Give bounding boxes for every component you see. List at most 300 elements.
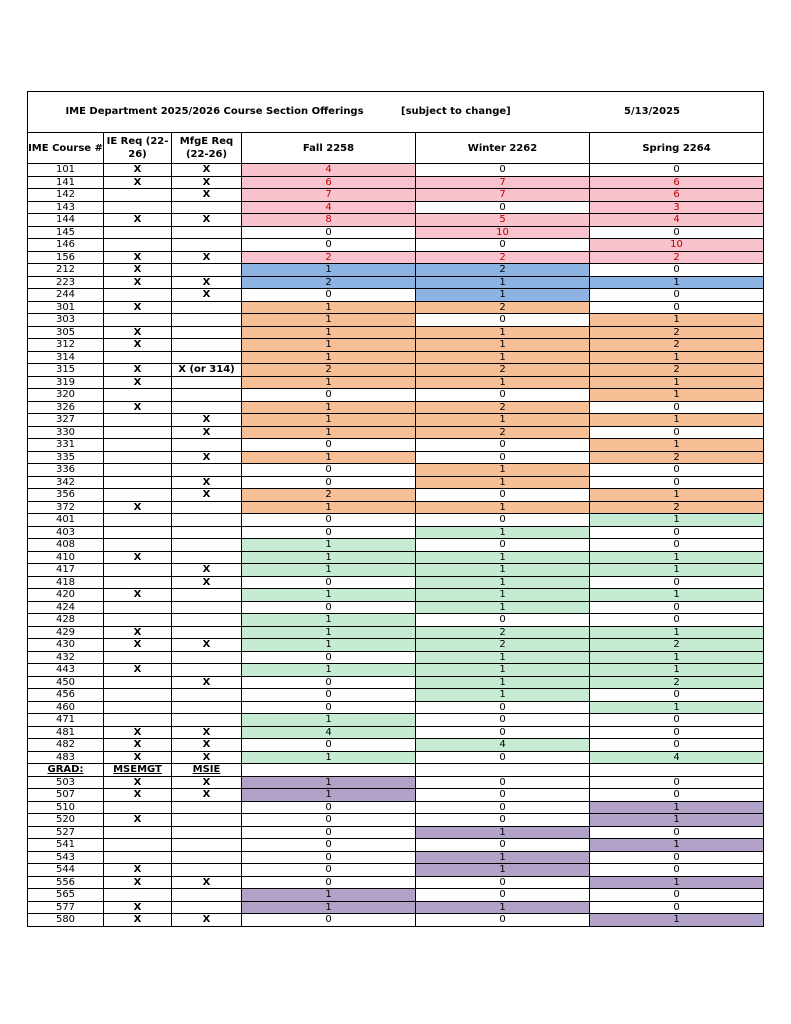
table-row: [28, 889, 764, 902]
winter-cell: 0: [416, 839, 590, 852]
winter-cell: 0: [416, 751, 590, 764]
column-header-ie-req: IE Req (22-26): [104, 133, 172, 164]
table-row: [28, 226, 764, 239]
spring-cell: 0: [590, 226, 764, 239]
ie-req-cell: X: [104, 901, 172, 914]
mfge-req-cell: [172, 701, 242, 714]
table-row: [28, 689, 764, 702]
course-cell: 424: [28, 601, 104, 614]
winter-cell: 0: [416, 726, 590, 739]
fall-cell: 1: [242, 751, 416, 764]
fall-cell: 2: [242, 251, 416, 264]
ie-req-cell: X: [104, 364, 172, 377]
course-cell: 305: [28, 326, 104, 339]
winter-cell: 10: [416, 226, 590, 239]
table-row: [28, 351, 764, 364]
course-cell: 450: [28, 676, 104, 689]
fall-cell: 2: [242, 489, 416, 502]
table-row: [28, 239, 764, 252]
spring-cell: 1: [590, 489, 764, 502]
course-cell: 146: [28, 239, 104, 252]
spring-cell: 6: [590, 189, 764, 202]
mfge-req-cell: [172, 439, 242, 452]
mfge-req-cell: [172, 601, 242, 614]
spring-cell: [590, 764, 764, 777]
table-row: [28, 664, 764, 677]
table-row: [28, 389, 764, 402]
mfge-req-cell: [172, 514, 242, 527]
ie-req-cell: [104, 839, 172, 852]
course-cell: 301: [28, 301, 104, 314]
winter-cell: 0: [416, 164, 590, 177]
course-cell: 101: [28, 164, 104, 177]
course-cell: 401: [28, 514, 104, 527]
winter-cell: 1: [416, 414, 590, 427]
ie-req-cell: X: [104, 326, 172, 339]
spring-cell: 1: [590, 389, 764, 402]
winter-cell: [416, 764, 590, 777]
fall-cell: 0: [242, 476, 416, 489]
spring-cell: 2: [590, 451, 764, 464]
course-cell: 507: [28, 789, 104, 802]
fall-cell: 1: [242, 351, 416, 364]
ie-req-cell: X: [104, 589, 172, 602]
winter-cell: 1: [416, 464, 590, 477]
winter-cell: 0: [416, 889, 590, 902]
ie-req-cell: [104, 851, 172, 864]
mfge-req-cell: X: [172, 451, 242, 464]
table-row: [28, 564, 764, 577]
fall-cell: 1: [242, 789, 416, 802]
winter-cell: 7: [416, 176, 590, 189]
table-row: [28, 476, 764, 489]
mfge-req-cell: X: [172, 189, 242, 202]
winter-cell: 1: [416, 276, 590, 289]
fall-cell: 0: [242, 839, 416, 852]
mfge-req-cell: MSIE: [172, 764, 242, 777]
ie-req-cell: [104, 539, 172, 552]
fall-cell: 1: [242, 539, 416, 552]
spring-cell: 1: [590, 514, 764, 527]
mfge-req-cell: [172, 889, 242, 902]
fall-cell: 1: [242, 301, 416, 314]
table-row: [28, 751, 764, 764]
table-row: [28, 364, 764, 377]
table-row: [28, 789, 764, 802]
title-row: [28, 92, 764, 133]
table-row: [28, 276, 764, 289]
spring-cell: 1: [590, 414, 764, 427]
table-row: [28, 314, 764, 327]
mfge-req-cell: X: [172, 414, 242, 427]
fall-cell: 1: [242, 414, 416, 427]
winter-cell: 1: [416, 601, 590, 614]
mfge-req-cell: [172, 314, 242, 327]
course-cell: 141: [28, 176, 104, 189]
table-row: [28, 176, 764, 189]
spring-cell: 0: [590, 601, 764, 614]
course-cell: 314: [28, 351, 104, 364]
ie-req-cell: [104, 189, 172, 202]
table-row: [28, 901, 764, 914]
ie-req-cell: [104, 564, 172, 577]
mfge-req-cell: [172, 351, 242, 364]
table-row: [28, 339, 764, 352]
winter-cell: 1: [416, 476, 590, 489]
course-cell: 565: [28, 889, 104, 902]
mfge-req-cell: [172, 389, 242, 402]
fall-cell: 1: [242, 889, 416, 902]
winter-cell: 1: [416, 551, 590, 564]
ie-req-cell: [104, 889, 172, 902]
course-cell: 482: [28, 739, 104, 752]
spring-cell: 0: [590, 851, 764, 864]
course-cell: 503: [28, 776, 104, 789]
mfge-req-cell: X: [172, 164, 242, 177]
course-cell: GRAD:: [28, 764, 104, 777]
spring-cell: 0: [590, 576, 764, 589]
ie-req-cell: X: [104, 789, 172, 802]
spring-cell: 0: [590, 464, 764, 477]
ie-req-cell: [104, 651, 172, 664]
spring-cell: 0: [590, 401, 764, 414]
winter-cell: 0: [416, 389, 590, 402]
fall-cell: 1: [242, 501, 416, 514]
header-row: [28, 133, 764, 164]
page-title: IME Department 2025/2026 Course Section Offerings: [65, 106, 364, 118]
spring-cell: 1: [590, 839, 764, 852]
course-cell: 510: [28, 801, 104, 814]
ie-req-cell: X: [104, 626, 172, 639]
mfge-req-cell: [172, 801, 242, 814]
ie-req-cell: X: [104, 639, 172, 652]
winter-cell: 0: [416, 914, 590, 927]
table-row: [28, 451, 764, 464]
column-header-course: IME Course #: [28, 133, 104, 164]
table-row: [28, 626, 764, 639]
spring-cell: 1: [590, 701, 764, 714]
table-row: [28, 301, 764, 314]
ie-req-cell: X: [104, 339, 172, 352]
mfge-req-cell: [172, 239, 242, 252]
fall-cell: 1: [242, 639, 416, 652]
course-cell: 580: [28, 914, 104, 927]
fall-cell: [242, 764, 416, 777]
table-row: [28, 201, 764, 214]
fall-cell: 6: [242, 176, 416, 189]
fall-cell: 0: [242, 464, 416, 477]
mfge-req-cell: [172, 339, 242, 352]
course-cell: 430: [28, 639, 104, 652]
table-row: [28, 289, 764, 302]
ie-req-cell: X: [104, 264, 172, 277]
fall-cell: 0: [242, 576, 416, 589]
winter-cell: 5: [416, 214, 590, 227]
mfge-req-cell: [172, 626, 242, 639]
winter-cell: 1: [416, 289, 590, 302]
spring-cell: 10: [590, 239, 764, 252]
table-row: [28, 601, 764, 614]
spring-cell: 2: [590, 251, 764, 264]
ie-req-cell: X: [104, 739, 172, 752]
fall-cell: 0: [242, 289, 416, 302]
table-row: [28, 376, 764, 389]
table-row: [28, 739, 764, 752]
fall-cell: 0: [242, 689, 416, 702]
winter-cell: 0: [416, 614, 590, 627]
ie-req-cell: [104, 514, 172, 527]
course-cell: 326: [28, 401, 104, 414]
course-cell: 319: [28, 376, 104, 389]
fall-cell: 1: [242, 314, 416, 327]
ie-req-cell: X: [104, 664, 172, 677]
course-cell: 577: [28, 901, 104, 914]
ie-req-cell: [104, 701, 172, 714]
spring-cell: 1: [590, 914, 764, 927]
mfge-req-cell: X: [172, 564, 242, 577]
course-cell: 471: [28, 714, 104, 727]
mfge-req-cell: X: [172, 251, 242, 264]
ie-req-cell: MSEMGT: [104, 764, 172, 777]
ie-req-cell: X: [104, 814, 172, 827]
winter-cell: 0: [416, 451, 590, 464]
table-row: [28, 439, 764, 452]
table-row: [28, 251, 764, 264]
spring-cell: 0: [590, 614, 764, 627]
mfge-req-cell: X: [172, 876, 242, 889]
spring-cell: 1: [590, 314, 764, 327]
course-cell: 432: [28, 651, 104, 664]
table-row: [28, 326, 764, 339]
mfge-req-cell: [172, 614, 242, 627]
course-cell: 527: [28, 826, 104, 839]
fall-cell: 1: [242, 401, 416, 414]
mfge-req-cell: [172, 651, 242, 664]
fall-cell: 4: [242, 164, 416, 177]
ie-req-cell: X: [104, 251, 172, 264]
winter-cell: 0: [416, 801, 590, 814]
fall-cell: 2: [242, 276, 416, 289]
mfge-req-cell: X: [172, 914, 242, 927]
table-row: [28, 614, 764, 627]
spring-cell: 0: [590, 714, 764, 727]
table-row: [28, 726, 764, 739]
ie-req-cell: X: [104, 501, 172, 514]
table-row: [28, 551, 764, 564]
course-cell: 327: [28, 414, 104, 427]
mfge-req-cell: X: [172, 789, 242, 802]
ie-req-cell: X: [104, 864, 172, 877]
spring-cell: 1: [590, 876, 764, 889]
course-cell: 320: [28, 389, 104, 402]
table-row: [28, 214, 764, 227]
table-row: [28, 864, 764, 877]
mfge-req-cell: [172, 526, 242, 539]
spring-cell: 0: [590, 901, 764, 914]
winter-cell: 0: [416, 776, 590, 789]
mfge-req-cell: [172, 839, 242, 852]
column-header-mfge-req: MfgE Req (22-26): [172, 133, 242, 164]
mfge-req-cell: [172, 301, 242, 314]
mfge-req-cell: [172, 464, 242, 477]
fall-cell: 0: [242, 701, 416, 714]
mfge-req-cell: X: [172, 739, 242, 752]
spring-cell: 1: [590, 814, 764, 827]
ie-req-cell: X: [104, 176, 172, 189]
winter-cell: 7: [416, 189, 590, 202]
ie-req-cell: [104, 226, 172, 239]
table-row: [28, 801, 764, 814]
spring-cell: 1: [590, 439, 764, 452]
ie-req-cell: [104, 239, 172, 252]
table-row: [28, 589, 764, 602]
table-row: [28, 651, 764, 664]
course-cell: 142: [28, 189, 104, 202]
winter-cell: 0: [416, 439, 590, 452]
fall-cell: 1: [242, 901, 416, 914]
ie-req-cell: [104, 601, 172, 614]
course-cell: 443: [28, 664, 104, 677]
winter-cell: 1: [416, 589, 590, 602]
table-row: [28, 839, 764, 852]
fall-cell: 0: [242, 601, 416, 614]
spring-cell: 0: [590, 476, 764, 489]
mfge-req-cell: [172, 201, 242, 214]
fall-cell: 0: [242, 239, 416, 252]
fall-cell: 1: [242, 776, 416, 789]
ie-req-cell: [104, 826, 172, 839]
mfge-req-cell: [172, 551, 242, 564]
spring-cell: 1: [590, 276, 764, 289]
ie-req-cell: [104, 489, 172, 502]
fall-cell: 0: [242, 389, 416, 402]
spring-cell: 0: [590, 889, 764, 902]
fall-cell: 0: [242, 739, 416, 752]
ie-req-cell: [104, 451, 172, 464]
fall-cell: 1: [242, 664, 416, 677]
ie-req-cell: X: [104, 276, 172, 289]
spring-cell: 0: [590, 301, 764, 314]
table-row: [28, 526, 764, 539]
ie-req-cell: [104, 389, 172, 402]
table-row: [28, 776, 764, 789]
mfge-req-cell: [172, 851, 242, 864]
winter-cell: 0: [416, 701, 590, 714]
course-cell: 372: [28, 501, 104, 514]
spring-cell: 4: [590, 214, 764, 227]
spring-cell: 1: [590, 626, 764, 639]
winter-cell: 2: [416, 401, 590, 414]
spring-cell: 0: [590, 289, 764, 302]
fall-cell: 0: [242, 651, 416, 664]
ie-req-cell: X: [104, 164, 172, 177]
winter-cell: 0: [416, 201, 590, 214]
spring-cell: 1: [590, 376, 764, 389]
fall-cell: 0: [242, 864, 416, 877]
winter-cell: 0: [416, 489, 590, 502]
course-cell: 410: [28, 551, 104, 564]
spring-cell: 0: [590, 264, 764, 277]
winter-cell: 2: [416, 626, 590, 639]
spring-cell: 0: [590, 539, 764, 552]
ie-req-cell: [104, 414, 172, 427]
course-cell: 417: [28, 564, 104, 577]
fall-cell: 0: [242, 876, 416, 889]
mfge-req-cell: X: [172, 476, 242, 489]
spring-cell: 2: [590, 501, 764, 514]
winter-cell: 1: [416, 826, 590, 839]
course-cell: 460: [28, 701, 104, 714]
column-header-fall: Fall 2258: [242, 133, 416, 164]
course-cell: 408: [28, 539, 104, 552]
course-offerings-table: [27, 91, 764, 927]
course-cell: 212: [28, 264, 104, 277]
ie-req-cell: [104, 351, 172, 364]
ie-req-cell: [104, 714, 172, 727]
winter-cell: 2: [416, 264, 590, 277]
fall-cell: 7: [242, 189, 416, 202]
table-row: [28, 464, 764, 477]
spring-cell: 2: [590, 364, 764, 377]
fall-cell: 0: [242, 226, 416, 239]
mfge-req-cell: [172, 539, 242, 552]
course-cell: 544: [28, 864, 104, 877]
winter-cell: 0: [416, 814, 590, 827]
mfge-req-cell: [172, 714, 242, 727]
table-row: [28, 489, 764, 502]
ie-req-cell: X: [104, 914, 172, 927]
winter-cell: 1: [416, 339, 590, 352]
winter-cell: 0: [416, 514, 590, 527]
fall-cell: 1: [242, 426, 416, 439]
ie-req-cell: [104, 439, 172, 452]
ie-req-cell: X: [104, 551, 172, 564]
mfge-req-cell: [172, 401, 242, 414]
course-cell: 303: [28, 314, 104, 327]
ie-req-cell: [104, 476, 172, 489]
mfge-req-cell: X: [172, 214, 242, 227]
winter-cell: 1: [416, 901, 590, 914]
spring-cell: 1: [590, 589, 764, 602]
fall-cell: 1: [242, 714, 416, 727]
page-subtitle: [subject to change]: [401, 106, 511, 118]
course-cell: 541: [28, 839, 104, 852]
winter-cell: 0: [416, 876, 590, 889]
table-row: [28, 401, 764, 414]
ie-req-cell: X: [104, 751, 172, 764]
mfge-req-cell: [172, 664, 242, 677]
course-cell: 429: [28, 626, 104, 639]
ie-req-cell: X: [104, 876, 172, 889]
mfge-req-cell: [172, 814, 242, 827]
fall-cell: 0: [242, 826, 416, 839]
course-cell: 330: [28, 426, 104, 439]
table-row: [28, 189, 764, 202]
spring-cell: 0: [590, 826, 764, 839]
fall-cell: 0: [242, 526, 416, 539]
course-cell: 483: [28, 751, 104, 764]
winter-cell: 1: [416, 676, 590, 689]
table-row: [28, 539, 764, 552]
column-header-spring: Spring 2264: [590, 133, 764, 164]
course-cell: 342: [28, 476, 104, 489]
table-row: [28, 826, 764, 839]
spring-cell: 0: [590, 864, 764, 877]
winter-cell: 1: [416, 351, 590, 364]
fall-cell: 8: [242, 214, 416, 227]
spring-cell: 3: [590, 201, 764, 214]
fall-cell: 4: [242, 201, 416, 214]
